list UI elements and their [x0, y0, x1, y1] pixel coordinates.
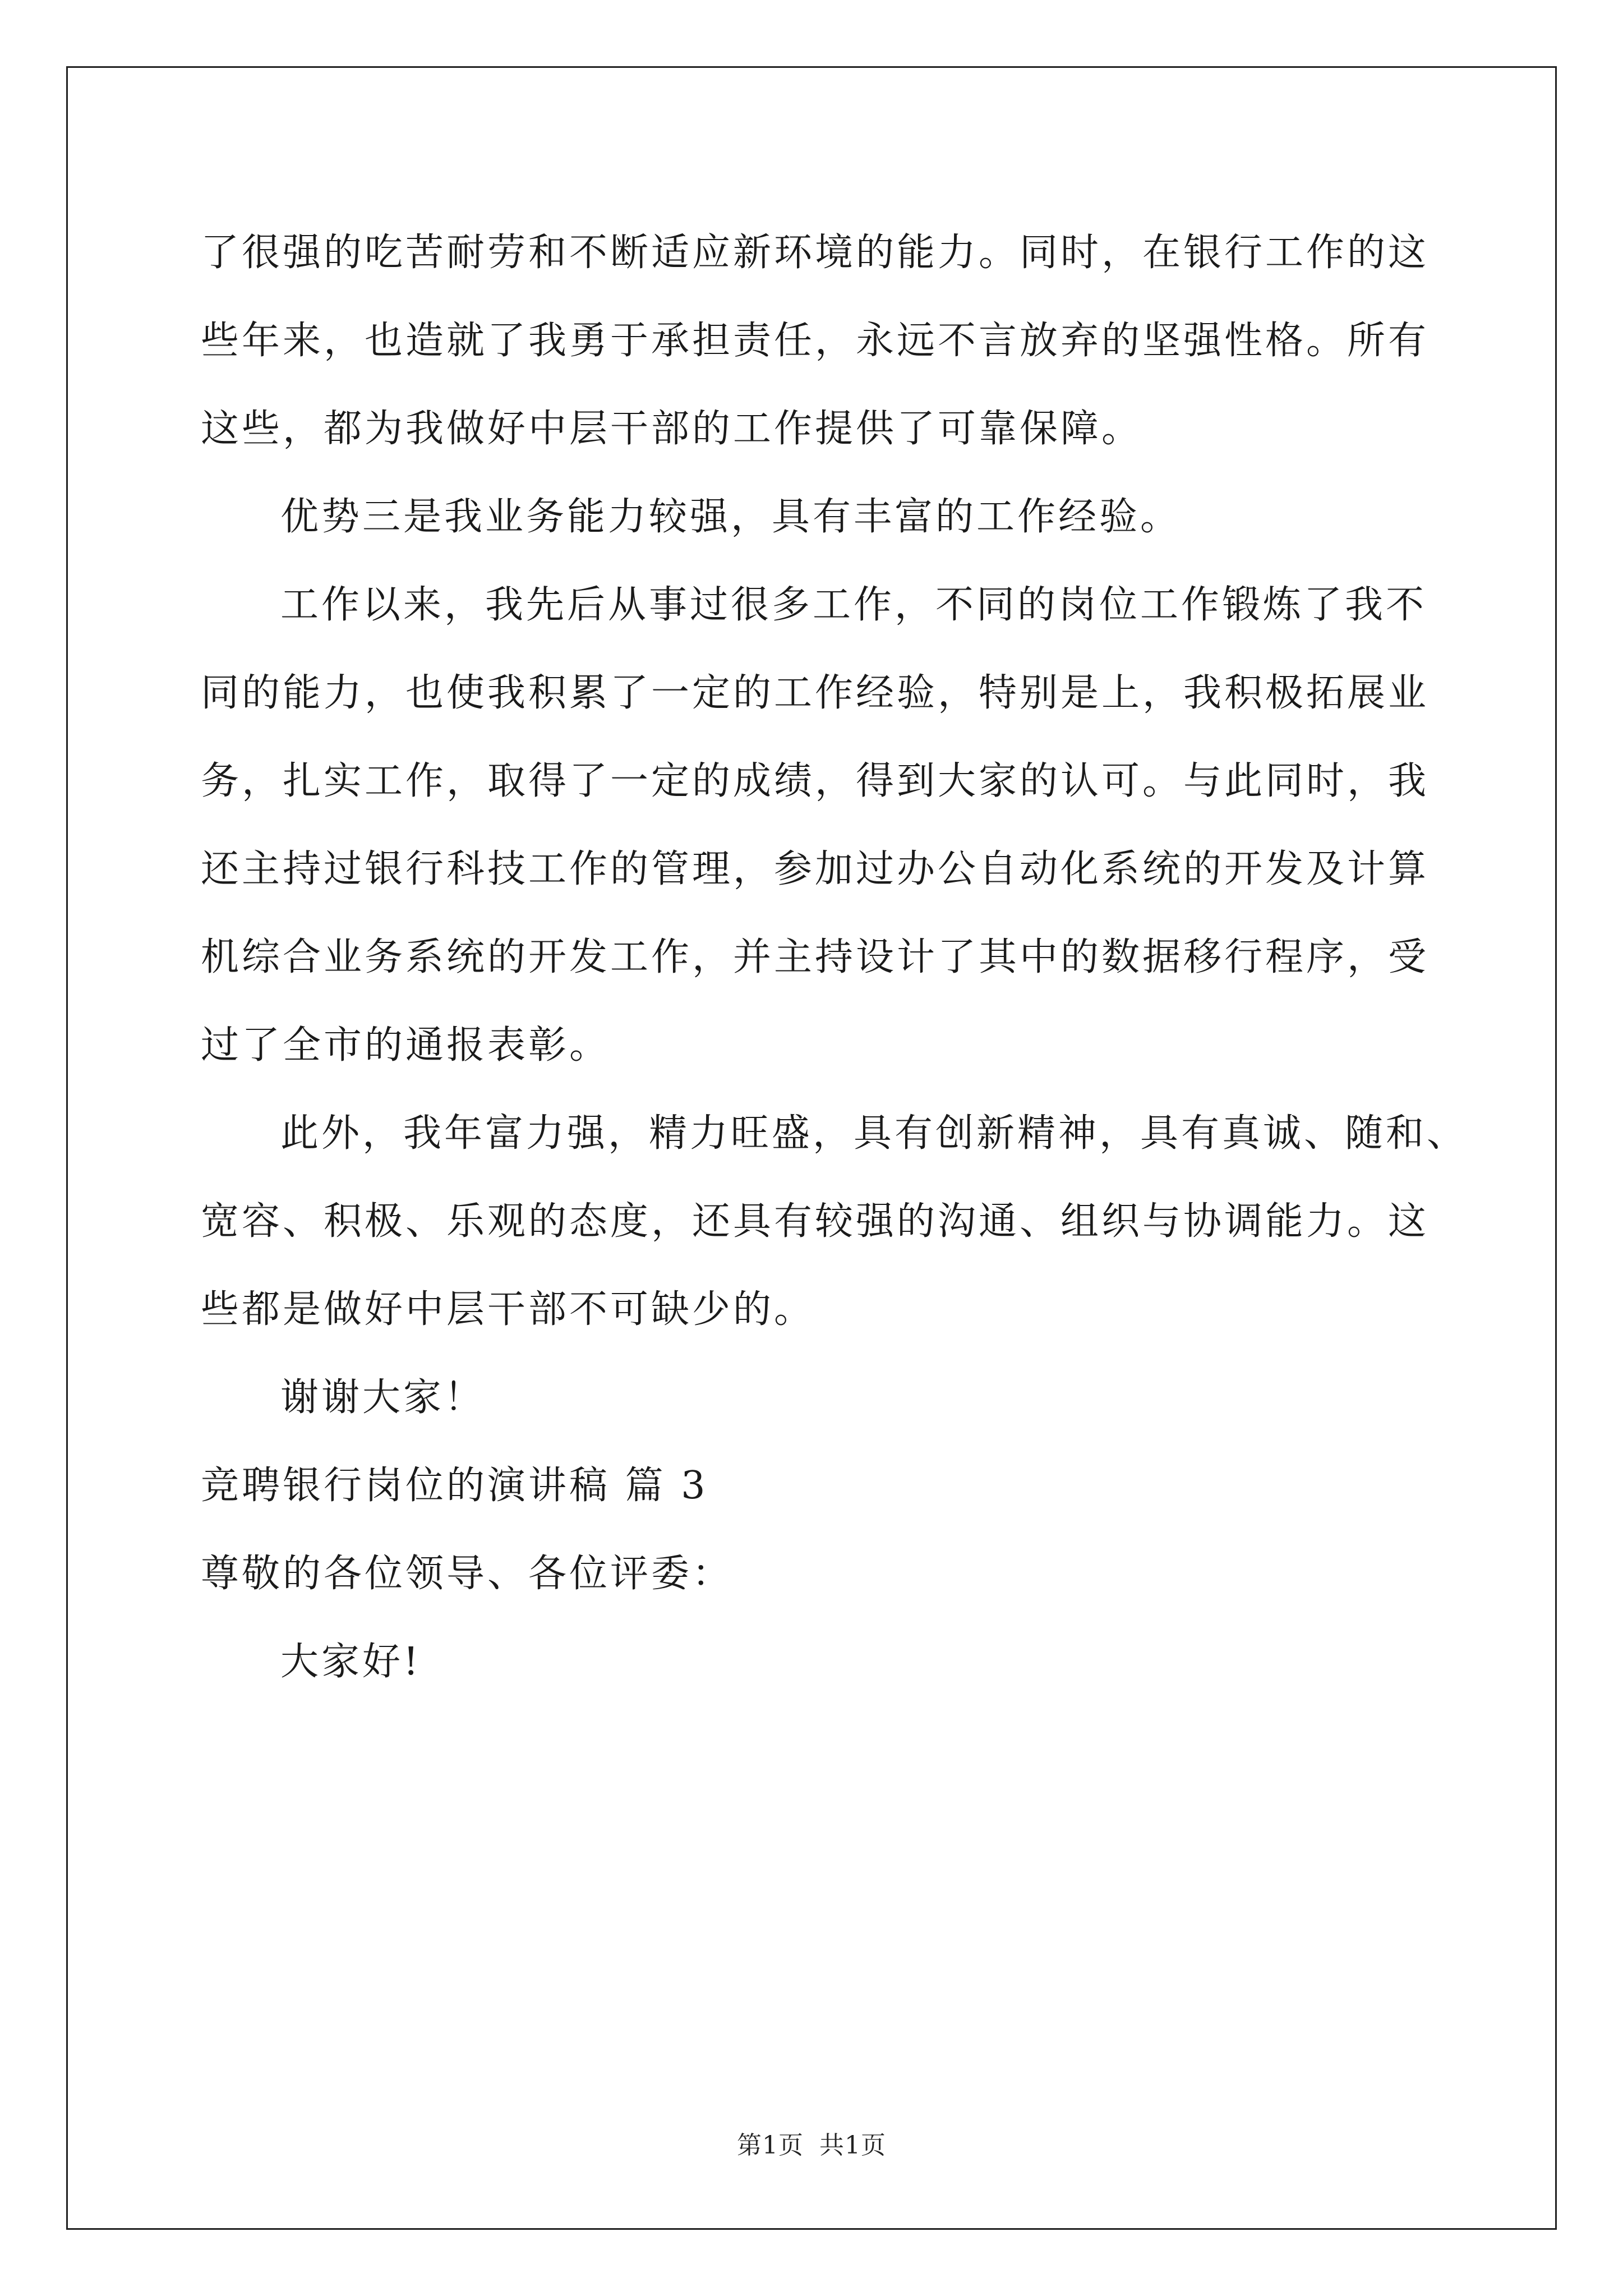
- text-line: 还主持过银行科技工作的管理，参加过办公自动化系统的开发及计算: [201, 847, 1430, 891]
- text-line: 过了全市的通报表彰。: [201, 1023, 611, 1068]
- text-line: 此外，我年富力强，精力旺盛，具有创新精神，具有真诚、随和、: [280, 1111, 1468, 1156]
- text-line: 些年来，也造就了我勇于承担责任，永远不言放弃的坚强性格。所有: [201, 319, 1430, 363]
- section-title: 竞聘银行岗位的演讲稿 篇 3: [201, 1464, 708, 1508]
- text-line: 务，扎实工作，取得了一定的成绩，得到大家的认可。与此同时，我: [201, 759, 1430, 803]
- salutation: 尊敬的各位领导、各位评委：: [201, 1552, 734, 1596]
- page-total: 共1页: [819, 2131, 886, 2160]
- page-number: 第1页: [737, 2131, 804, 2160]
- text-line: 工作以来，我先后从事过很多工作，不同的岗位工作锻炼了我不: [280, 583, 1427, 627]
- text-line: 同的能力，也使我积累了一定的工作经验，特别是上，我积极拓展业: [201, 671, 1430, 715]
- page-footer: [0, 2125, 1623, 2161]
- text-line: 机综合业务系统的开发工作，并主持设计了其中的数据移行程序，受: [201, 935, 1430, 979]
- closing-line: 谢谢大家！: [280, 1375, 486, 1420]
- text-line: 些都是做好中层干部不可缺少的。: [201, 1287, 815, 1332]
- greeting: 大家好!: [280, 1640, 422, 1684]
- document-body: [201, 209, 1468, 1706]
- text-line: 宽容、积极、乐观的态度，还具有较强的沟通、组织与协调能力。这: [201, 1199, 1430, 1244]
- paragraph-heading: 优势三是我业务能力较强，具有丰富的工作经验。: [280, 495, 1182, 539]
- text-line: 了很强的吃苦耐劳和不断适应新环境的能力。同时，在银行工作的这: [201, 231, 1430, 275]
- text-line: 这些，都为我做好中层干部的工作提供了可靠保障。: [201, 407, 1143, 451]
